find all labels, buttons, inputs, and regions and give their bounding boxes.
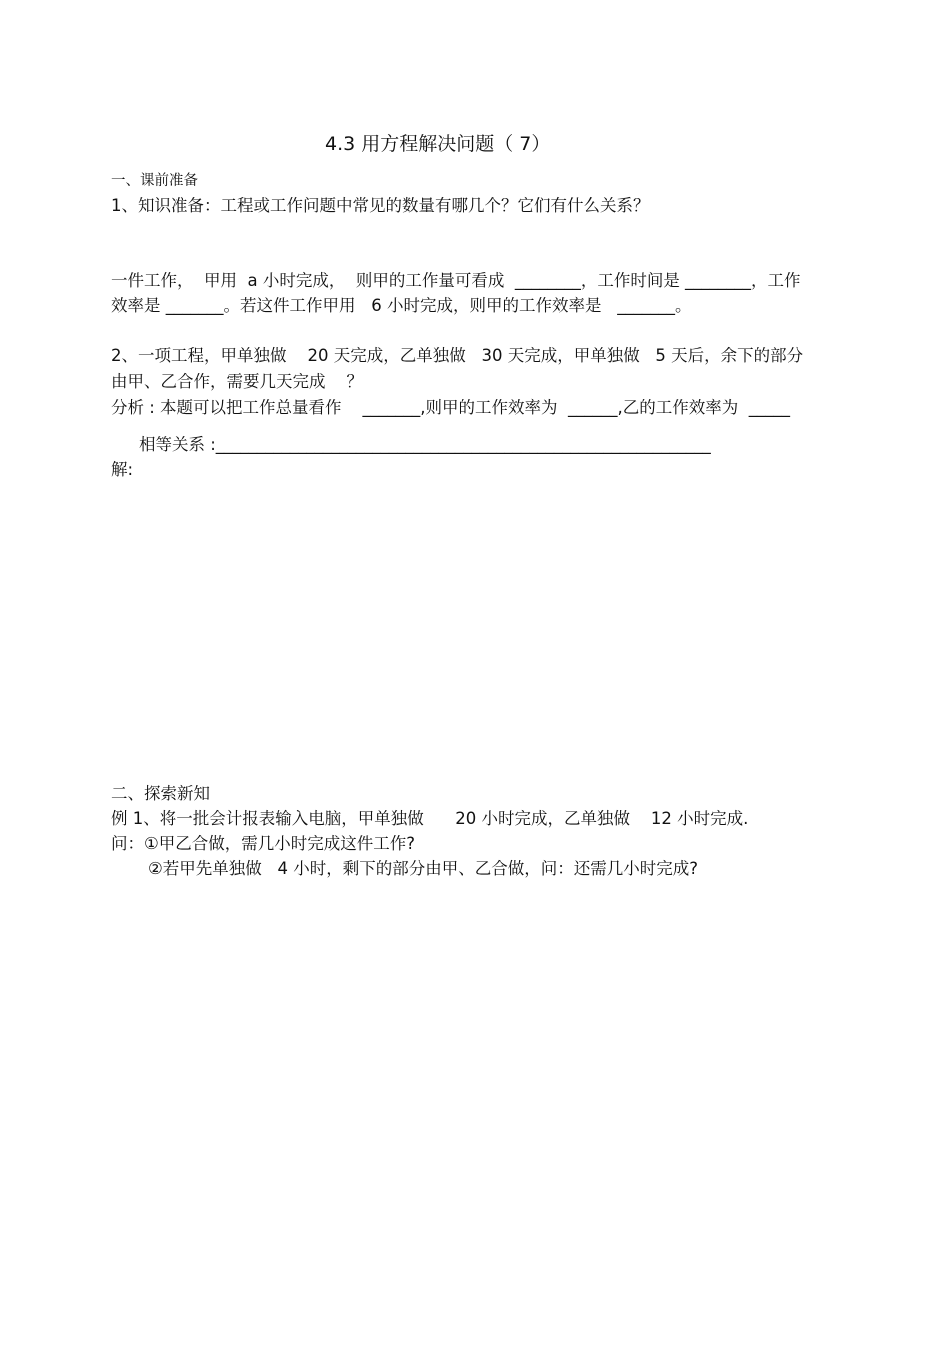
section-heading-preparation: 一、课前准备 [111, 173, 198, 189]
question-1-fill-line-2: 效率是 _______。若这件工作甲用 6 小时完成，则甲的工作效率是 _______。 [111, 296, 692, 315]
question-2-line-1: 2、一项工程，甲单独做 20 天完成，乙单独做 30 天完成，甲单独做 5 天后，余下的部分 [111, 346, 804, 365]
question-1-fill-line-1: 一件工作， 甲用 a 小时完成， 则甲的工作量可看成 ________，工作时间是 ________，工作 [111, 271, 801, 290]
page-title: 4.3 用方程解决问题（ 7） [325, 133, 551, 155]
equal-relation-line: 相等关系 :____________________________________________________________ [139, 435, 711, 454]
example-question-1: 问：①甲乙合做，需几小时完成这件工作? [111, 834, 416, 853]
example-1: 例 1、将一批会计报表输入电脑，甲单独做 20 小时完成，乙单独做 12 小时完成. [111, 809, 749, 828]
question-1: 1、知识准备：工程或工作问题中常见的数量有哪几个？它们有什么关系？ [111, 196, 650, 215]
question-2-line-2: 由甲、乙合作，需要几天完成 ？ [111, 372, 363, 391]
section-heading-explore: 二、探索新知 [111, 784, 210, 803]
example-question-2: ②若甲先单独做 4 小时，剩下的部分由甲、乙合做，问：还需几小时完成? [148, 859, 699, 878]
solution-label: 解: [111, 460, 134, 479]
analysis-line: 分析 : 本题可以把工作总量看作 _______,则甲的工作效率为 ______,乙的工作效率为 _____ [111, 398, 790, 417]
